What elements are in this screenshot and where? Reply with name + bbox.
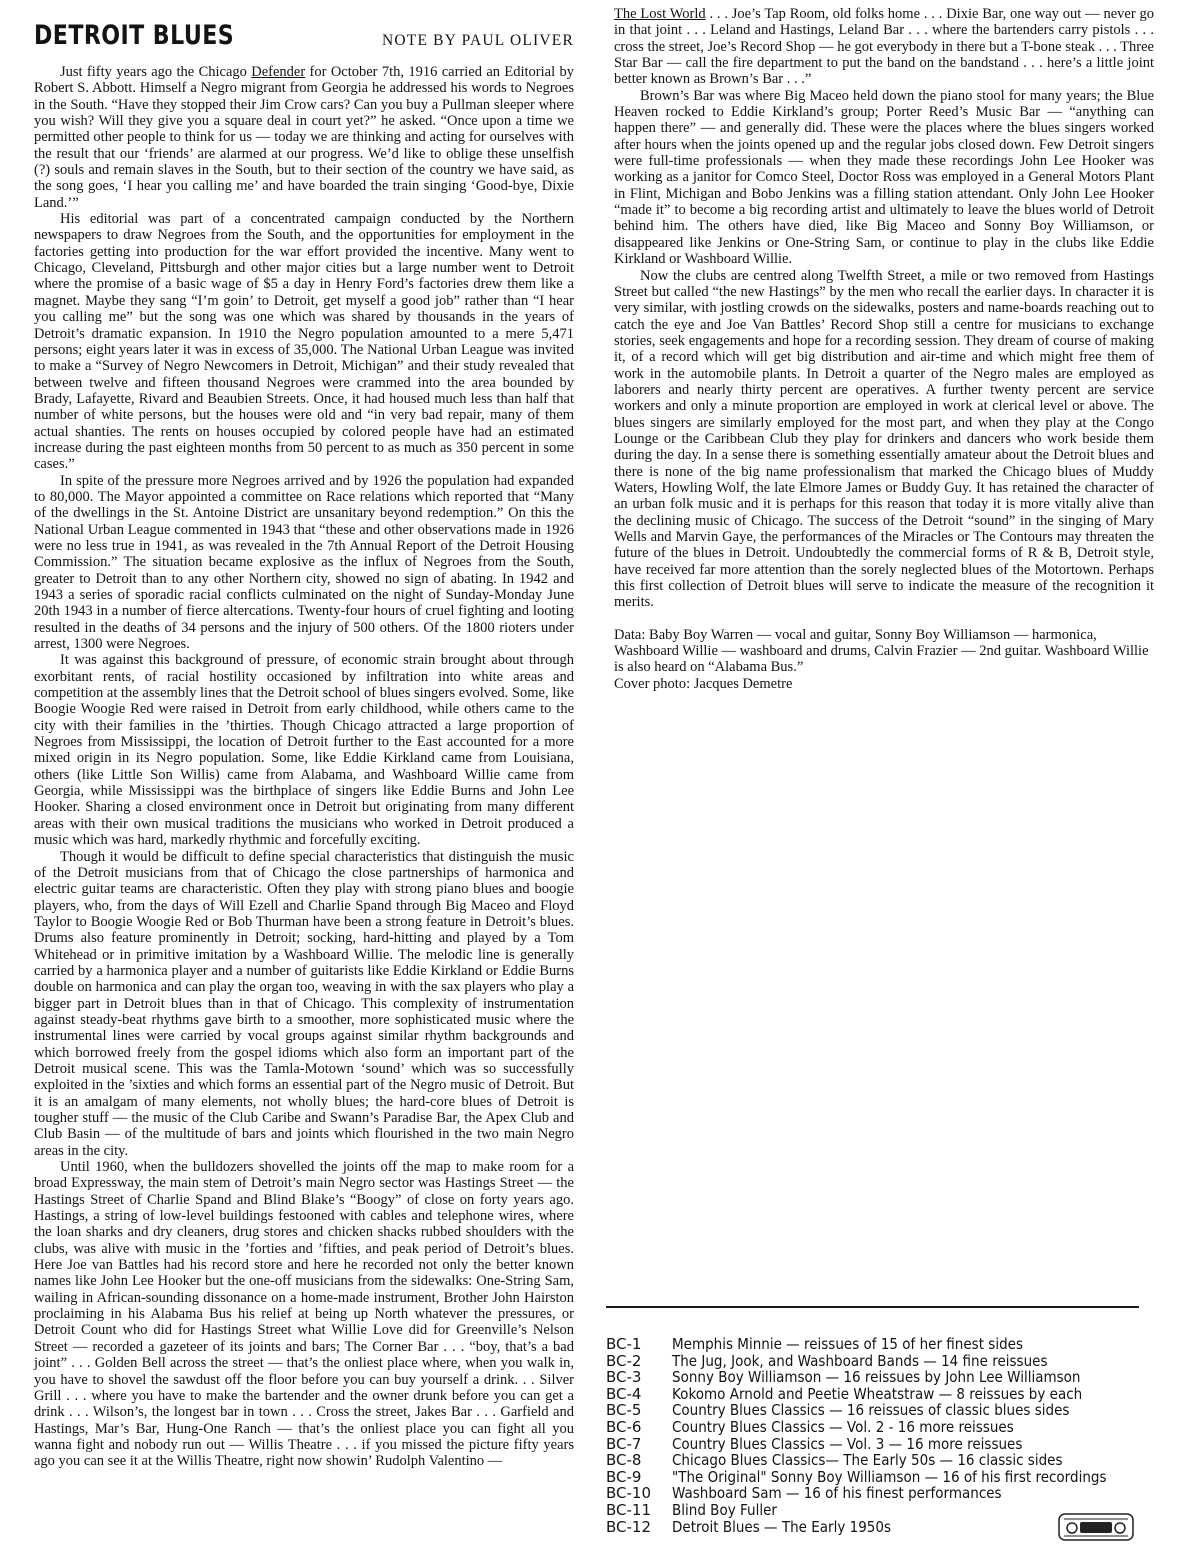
catalog-code: BC-3 [606, 1368, 642, 1387]
catalog-code: BC-10 [606, 1484, 651, 1503]
paragraph-6-rest: . . . Joe’s Tap Room, old folks home . . . Dixie Bar, one way out — never go in that joint . . . Leland and Hastings, Leland Bar . . . where the bartenders carry pistols . . . cross the street, Joe’s Record Shop — he got everybody in there but a T-bone steak . . . Three Star Bar — call the fire department to put the band on the bandstand . . . here’s a little joint better known as Brown’s Bar . . .” [614, 6, 1154, 88]
left-column [34, 64, 574, 1470]
lost-world-title: The Lost World [614, 6, 706, 22]
catalog-description: "The Original" Sonny Boy Williamson — 16 of his first recordings [672, 1467, 1107, 1486]
catalog-description: Chicago Blues Classics— The Early 50s — 16 classic sides [672, 1451, 1063, 1470]
data-note: Data: Baby Boy Warren — vocal and guitar, Sonny Boy Williamson — harmonica, Washboard Willie — washboard and drums, Calvin Frazier — 2nd guitar. Washboard Willie is also heard on “Alabama Bus.” [614, 626, 1149, 676]
paragraph-7: Brown’s Bar was where Big Maceo held down the piano stool for many years; the Blue Heaven rocked to Eddie Kirkland’s group; Porter Reed’s Music Bar — “anything can happen there” — and generally did. These were the places where the blues singers worked after hours when the joints opened up and the regular jobs closed down. Few Detroit singers were full-time professionals — when they made these recordings John Lee Hooker was working as a janitor for Comco Steel, Doctor Ross was employed in a General Motors Plant in Flint, Michigan and Bobo Jenkins was a filling station attendant. Only John Lee Hooker “made it” to become a big recording artist and ultimately to leave the blues world of Detroit behind him. The others have died, like Big Maceo and Sonny Boy Williamson, or disappeared like Jenkins or One-String Sam, or continue to play in the clubs like Eddie Kirkland or Washboard Willie. [614, 87, 1154, 268]
catalog-code: BC-7 [606, 1434, 642, 1453]
catalog-code: BC-9 [606, 1467, 642, 1486]
catalog-item [606, 1485, 1166, 1502]
paragraph-1-rest: for October 7th, 1916 carried an Editorial by Robert S. Abbott. Himself a Negro migrant from Georgia he addressed his words to Negroes in the South. “Have they stopped their Jim Crow cars? Can you buy a Pullman sleeper where you wish? Will they give you a square deal in court yet?” he asked. “Once upon a time we permitted other people to think for us — today we are thinking and acting for ourselves with the result that our ‘friends’ are alarmed at our progress. We’d like to oblige these unselfish (?) souls and remain slaves in the South, but to their section of the country we have said, as the song goes, ‘I hear you calling me’ and have boarded the train singing ‘Good-bye, Dixie Land.’” [34, 64, 574, 211]
catalog-description: Washboard Sam — 16 of his finest performances [672, 1484, 1002, 1503]
paragraph-1-start: Just fifty years ago the Chicago [60, 64, 247, 80]
catalog-code: BC-2 [606, 1351, 642, 1370]
catalog-divider [606, 1306, 1139, 1308]
paragraph-1 [34, 64, 574, 211]
paragraph-6-start: Until 1960, when the bulldozers shovelled the joints off the map to make room for a broad Expressway, the main stem of Detroit’s main Negro sector was Hastings Street — the Hastings Street of Charlie Spand and Blind Blake’s “Boogy” of close on forty years ago. Hastings, a string of low-level buildings festooned with cables and telephone wires, where the loan sharks and dry cleaners, drug stores and chicken shacks rubbed shoulders with the clubs, was alive with music in the ’forties and ’fifties, and peak period of Detroit’s blues. Here Joe van Battles had his record store and here he recorded not only the better known names like John Lee Hooker but the one-off musicians from the sidewalks: One-String Sam, wailing in African-sounding dissonance on a home-made instrument, Brother John Hairston proclaiming in his Alabama Bus his relief at being up North whatever the pressures, or Detroit Count who did for Hastings Street what Willie Love did for Greenville’s Nelson Street — recorded a gazeteer of its joints and bars; The Corner Bar . . . “boy, that’s a bad joint” . . . Golden Bell across the street — that’s the onliest place where, when you walk in, you have to shovel the sawdust off the floor before you can buy yourself a drink. . . Silver Grill . . . where you have to make the bartender and the owner drunk before you can get a drink . . . Wilson’s, the longest bar in town . . . Cross the street, Jakes Bar . . . Garfield and Hastings, Mar’s Bar, Hung-One Ranch — that’s the onliest place you can fight all you wanna fight and nobody run out — Willis Theatre . . . if you missed the picture fifty years ago you can see it at the Willis Theatre, right now showin’ Rudolph Valentino — [34, 1159, 574, 1470]
paragraph-6-continued [614, 6, 1154, 88]
cover-credit: Cover photo: Jacques Demetre [614, 675, 793, 692]
catalog-description: Sonny Boy Williamson — 16 reissues by John Lee Williamson [672, 1368, 1081, 1387]
catalog-item [606, 1402, 1166, 1419]
catalog-description: Country Blues Classics — 16 reissues of classic blues sides [672, 1401, 1070, 1420]
paragraph-3: In spite of the pressure more Negroes arrived and by 1926 the population had expanded to 80,000. The Mayor appointed a committee on Race relations which reported that “Many of the dwellings in the St. Antoine District are unsanitary beyond redemption.” On this the National Urban League commented in 1943 that “these and other observations made in 1926 were no less true in 1941, as was revealed in the 7th Annual Report of the Detroit Housing Commission.” The situation became explosive as the influx of Negroes from the South, greater to Detroit than to any other Northern city, showed no sign of abating. In 1942 and 1943 a series of sporadic racial conflicts culminated on the night of Sunday-Monday June 20th 1943 in a number of fierce altercations. Twenty-four hours of cruel fighting and looting resulted in the deaths of 34 persons and the injury of 500 others. Of the 1800 rioters under arrest, 1300 were Negroes. [34, 472, 574, 653]
catalog-item [606, 1419, 1166, 1436]
catalog-code: BC-11 [606, 1500, 651, 1519]
catalog-code: BC-4 [606, 1384, 642, 1403]
article-byline: NOTE BY PAUL OLIVER [381, 32, 574, 49]
catalog-description: Country Blues Classics — Vol. 2 - 16 more reissues [672, 1417, 1014, 1436]
catalog-code: BC-1 [606, 1335, 642, 1353]
right-column [614, 6, 1154, 692]
catalog-item [606, 1469, 1166, 1486]
catalog-item [606, 1336, 1166, 1353]
catalog-description: The Jug, Jook, and Washboard Bands — 14 fine reissues [672, 1351, 1048, 1370]
catalog-code: BC-5 [606, 1401, 642, 1420]
article-title: DETROIT BLUES [34, 20, 235, 51]
catalog-description: Country Blues Classics — Vol. 3 — 16 more reissues [672, 1434, 1023, 1453]
catalog-description: Detroit Blues — The Early 1950s [672, 1517, 892, 1536]
catalog-code: BC-6 [606, 1417, 642, 1436]
catalog-item [606, 1353, 1166, 1370]
paragraph-5: Though it would be difficult to define special characteristics that distinguish the music of the Detroit musicians from that of Chicago the close partnerships of harmonica and electric guitar teams are characteristic. Often they play with strong piano blues and boogie players, who, from the days of Will Ezell and Charlie Spand through Big Maceo and Floyd Taylor to Boogie Woogie Red or Bob Thurman have been a strong feature in Detroit’s blues. Drums also feature prominently in Detroit; socking, hard-hitting and played by a Tom Whitehead or in primitive imitation by a Washboard Willie. The melodic line is generally carried by a harmonica player and a number of guitarists like Eddie Kirkland or Eddie Burns double on harmonica and can play the organ too, weaving in with the sax players who play a bigger part in Detroit blues than in that of Chicago. This complexity of instrumentation against steady-beat rhythms gave birth to a smoother, more sophisticated music where the instrumental lines were carried by vocal groups against similar rhythm backgrounds and which borrowed freely from the gospel idioms which also form an important part of the Detroit musical scene. This was the Tamla-Motown ‘sound’ which was so successfully exploited in the ’sixties and which forms an essential part of the Negro music of Detroit. But it is an amalgam of many elements, not wholly blues; the hard-core blues of Detroit is tougher stuff — the music of the Club Caribe and Swann’s Paradise Bar, the Apex Club and Club Basin — of the multitude of bars and joints which flourished in the two main Negro areas in the city. [34, 848, 574, 1159]
catalog-description: Blind Boy Fuller [672, 1500, 777, 1519]
paragraph-8: Now the clubs are centred along Twelfth Street, a mile or two removed from Hastings Street but called “the new Hastings” by the men who recall the earlier days. In character it is very similar, with jostling crowds on the sidewalks, posters and name-boards reaching out to catch the eye and Joe Van Battles’ Record Shop still a centre for musicians to exchange stories, seek engagements and hope for a recording session. They dream of course of making it, of a record which will get big distribution and air-time and which might free them of work in the automobile plants. In Detroit a quarter of the Negro males are employed as laborers and nearly thirty percent are operatives. A further twenty percent are service workers and only a minute proportion are employed in work at clerical level or above. The blues singers are similarly employed for the most part, and when they play at the Congo Lounge or the Caribbean Club they play for drinkers and dancers who work beside them during the day. In a sense there is something essentially amateur about the Detroit blues and there is none of the big name professionalism that marked the Chicago blues of Muddy Waters, Howling Wolf, the late Elmore James or Buddy Guy. It has retained the character of an urban folk music and it is perhaps for this reason that today it is more vitally alive than the declining music of Chicago. The success of the Detroit “sound” in the singing of Mary Wells and Marvin Gaye, the performances of the Miracles or The Contours may threaten the future of the blues in Detroit. Undoubtedly the commercial forms of R & B, Detroit style, have received far more attention than the sorely neglected blues of the Motortown. Perhaps this first collection of Detroit blues will serve to indicate the measure of the recognition it merits. [614, 267, 1154, 611]
defender-title: Defender [251, 64, 306, 80]
catalog-code: BC-8 [606, 1451, 642, 1470]
publisher-stamp-icon [1058, 1513, 1134, 1541]
article-header [34, 20, 574, 54]
catalog-item [606, 1436, 1166, 1453]
catalog-code: BC-12 [606, 1517, 651, 1536]
catalog-list [606, 1336, 1166, 1535]
catalog-item [606, 1369, 1166, 1386]
paragraph-2: His editorial was part of a concentrated campaign conducted by the Northern newspapers to draw Negroes from the South, and the opportunities for employment in the factories getting into production for the war effort provided the incentive. Many went to Chicago, Cleveland, Pittsburgh and other major cities but a large number went to Detroit where the promise of a basic wage of $5 a day in Henry Ford’s factories drew them like a magnet. Maybe they sang “I’m goin’ to Detroit, get myself a good job” rather than “I hear you calling me” but the song was one which was shared by thousands in the years of Detroit’s dramatic expansion. In 1910 the Negro population amounted to a mere 5,471 persons; eight years later it was in excess of 35,000. The National Urban League was invited to make a “Survey of Negro Newcomers in Detroit, Michigan” and their study revealed that between twelve and fifteen thousand Negroes were crammed into the area bounded by Brady, Lafayette, Rivard and Beaubien Streets. Once, it had housed much less than half that number of white persons, but the houses were old and “in very bad repair, many of them actual shanties. The rents on houses occupied by colored people have had an estimated increase during the past eighteen months from 50 percent to as much as 350 percent in some cases.” [34, 211, 574, 473]
paragraph-4: It was against this background of pressure, of economic strain brought about through exorbitant rents, of racial hostility occasioned by infiltration into white areas and competition at the assembly lines that the Detroit school of blues singers evolved. Some, like Boogie Woogie Red were raised in Detroit from early childhood, while others came to the city with their families in the ’thirties. Though Chicago attracted a large proportion of Negroes from Mississippi, the location of Detroit further to the East accounted for a more mixed origin in its Negro population. Some, like Eddie Kirkland came from Louisiana, others (like Little Son Willis) came from Alabama, and Washboard Willie came from Georgia, while Mississippi was the birthplace of singers like Eddie Burns and John Lee Hooker. Sharing a closed environment once in Detroit but originating from many different areas with their own musical traditions the musicians who worked in Detroit produced a music which was hard, markedly rhythmic and forcefully exciting. [34, 652, 574, 849]
catalog-description: Kokomo Arnold and Peetie Wheatstraw — 8 reissues by each [672, 1384, 1083, 1403]
catalog-item [606, 1452, 1166, 1469]
catalog-description: Memphis Minnie — reissues of 15 of her finest sides [672, 1335, 1023, 1353]
catalog-item [606, 1386, 1166, 1403]
